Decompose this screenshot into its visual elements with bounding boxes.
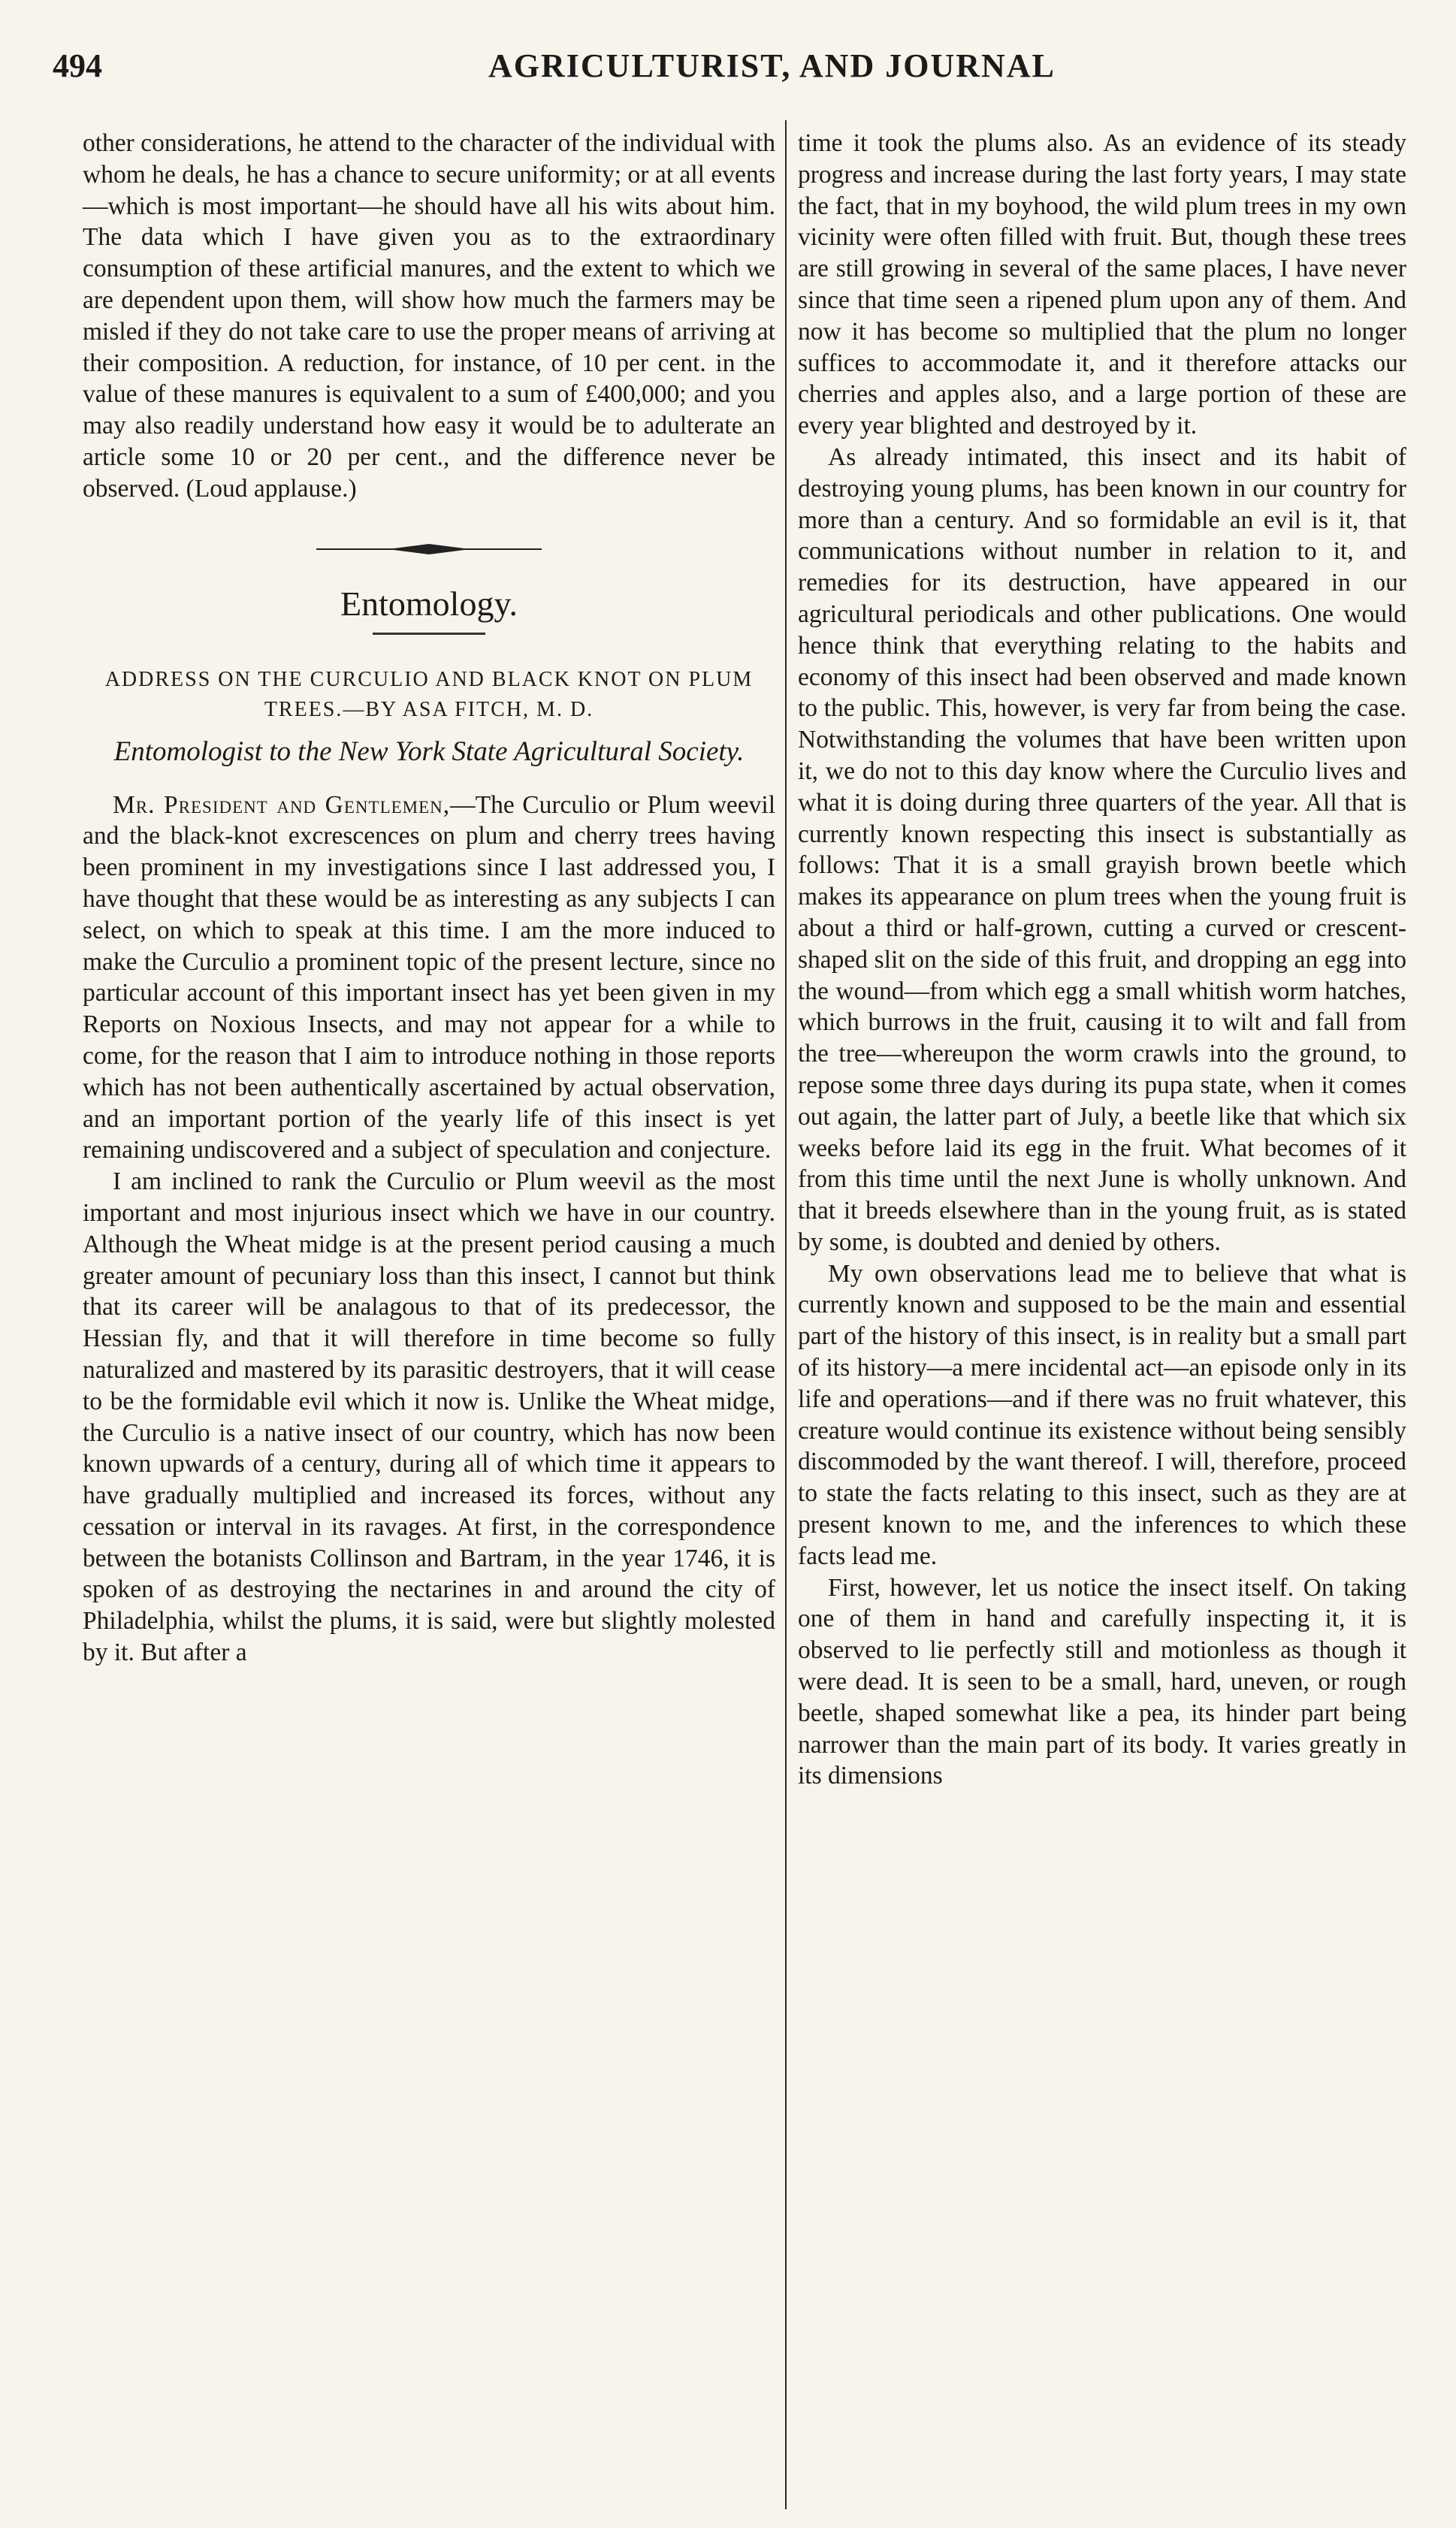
paragraph-curculio-rank: I am inclined to rank the Curculio or Plum weevil as the most important and most injurious insect which we have in our country. Although the Wheat midge is at the present period causing a much greater amount of pecuniary loss than this insect, I cannot but think that its career will be analagous to that of its predecessor, the Hessian fly, and that it will therefore in time become so fully naturalized and mastered by its parasitic destroyers, that it will cease to be the formidable evil which it now is. Unlike the Wheat midge, the Curculio is a native insect of our country, which has now been known upwards of a century, during all of which time it appears to have gradually multiplied and increased its forces, without any cessation or interval in its ravages. At first, in the correspondence between the botanists Collinson and Bartram, in the year 1746, it is spoken of as destroying the nectarines in and around the city of Philadelphia, whilst the plums, it is said, were but slightly molested by it. But after a bbox=[83, 1167, 775, 1667]
opening-paragraph-text: —The Curculio or Plum weevil and the black-knot excrescences on plum and cherry trees having been prominent in my investigations since I last addressed you, I have thought that these would be as interesting as any subjects I can select, on which to speak at this time. I am the more induced to make the Curculio a prominent topic of the present lecture, since no particular account of this important insect has yet been given in my Reports on Noxious Insects, and may not appear for a while to come, for the reason that I aim to introduce nothing in those reports which has not been authentically ascertained by actual observation, and an important portion of the yearly life of this insect is yet remaining undiscovered and a subject of speculation and conjecture. bbox=[83, 790, 776, 1164]
address-heading: ADDRESS ON THE CURCULIO AND BLACK KNOT ON PLUM TREES.—BY ASA FITCH, M. D. bbox=[104, 667, 754, 721]
paragraph-continuation: other considerations, he attend to the character of the individual with whom he deals, he has a chance to secure uniformity; or at all events—which is most important—he should have all his wits about him. The data which I have given you as to the extraordinary consumption of these artificial manures, and the extent to which we are dependent upon them, will show how much the farmers may be misled if they do not take care to use the proper means of arriving at their composition. A reduction, for instance, of 10 per cent. in the value of these manures is equivalent to a sum of £400,000; and you may also readily understand how easy it would be to adulterate an article some 10 or 20 per cent., and the difference never be observed. (Loud applause.) bbox=[83, 129, 775, 503]
author-affiliation: Entomologist to the New York State Agricultural Society. bbox=[113, 735, 745, 767]
paragraph-plum-progress: time it took the plums also. As an evidence of its steady progress and increase during the last forty years, I may state the fact, that in my boyhood, the wild plum trees in my own vicinity were often filled with fruit. But, though these trees are still growing in several of the same places, I have never since that time seen a ripened plum upon any of them. And now it has become so multiplied that the plum no longer suffices to accommodate it, and it therefore attacks our cherries and apples also, and a large portion of these are every year blighted and destroyed by it. bbox=[798, 129, 1406, 440]
page-header bbox=[53, 47, 1411, 92]
salutation: Mr. President and Gentlemen, bbox=[113, 790, 451, 819]
paragraph-own-observations: My own observations lead me to believe that what is currently known and supposed to be the main and essential part of the history of this insect, is in reality but a small part of its history—a mere incidental act—an episode only in its life and operations—and if there was no fruit whatever, this creature would continue its existence without being sensibly discommoded by the want thereof. I will, therefore, proceed to state the facts relating to this insect, such as they are at present known to me, and the inferences to which these facts lead me. bbox=[798, 1259, 1406, 1570]
left-column bbox=[83, 128, 775, 1669]
paragraph-insect-description: First, however, let us notice the insect itself. On taking one of them in hand and carefully inspecting it, it is observed to lie perfectly still and motionless as though it were dead. It is seen to be a small, hard, uneven, or rough beetle, shaped somewhat like a pea, its hinder part being narrower than the main part of its body. It varies greatly in its dimensions bbox=[798, 1573, 1406, 1790]
column-divider bbox=[785, 120, 787, 2509]
paragraph-known-history: As already intimated, this insect and its habit of destroying young plums, has been known in our country for more than a century. And so formidable an evil is it, that communications without number in relation to it, and remedies for its destruction, have appeared in our agricultural periodicals and other publications. One would hence think that everything relating to the habits and economy of this insect had been observed and made known to the public. This, however, is very far from being the case. Notwithstanding the volumes that have been written upon it, we do not to this day know where the Curculio lives and what it is doing during three quarters of the year. All that is currently known respecting this insect is substantially as follows: That it is a small grayish brown beetle which makes its appearance on plum trees when the young fruit is about a third or half-grown, cutting a curved or crescent-shaped slit on the side of this fruit, and dropping an egg into the wound—from which egg a small whitish worm hatches, which burrows in the fruit, causing it to wilt and fall from the tree—whereupon the worm crawls into the ground, to repose some three days during its pupa state, when it comes out again, the latter part of July, a beetle like that which six weeks before laid its egg in the fruit. What becomes of it from this time until the next June is wholly unknown. And that it breeds elsewhere than in the young fruit, as is stated by some, is doubted and denied by others. bbox=[798, 442, 1406, 1256]
page-number: 494 bbox=[53, 47, 102, 84]
section-title-rule bbox=[373, 633, 485, 635]
section-title: Entomology. bbox=[340, 584, 518, 623]
address-opening-paragraph bbox=[83, 790, 775, 1167]
ornamental-divider bbox=[316, 538, 542, 560]
running-title: AGRICULTURIST, AND JOURNAL bbox=[488, 47, 1056, 84]
right-column bbox=[798, 128, 1406, 1792]
